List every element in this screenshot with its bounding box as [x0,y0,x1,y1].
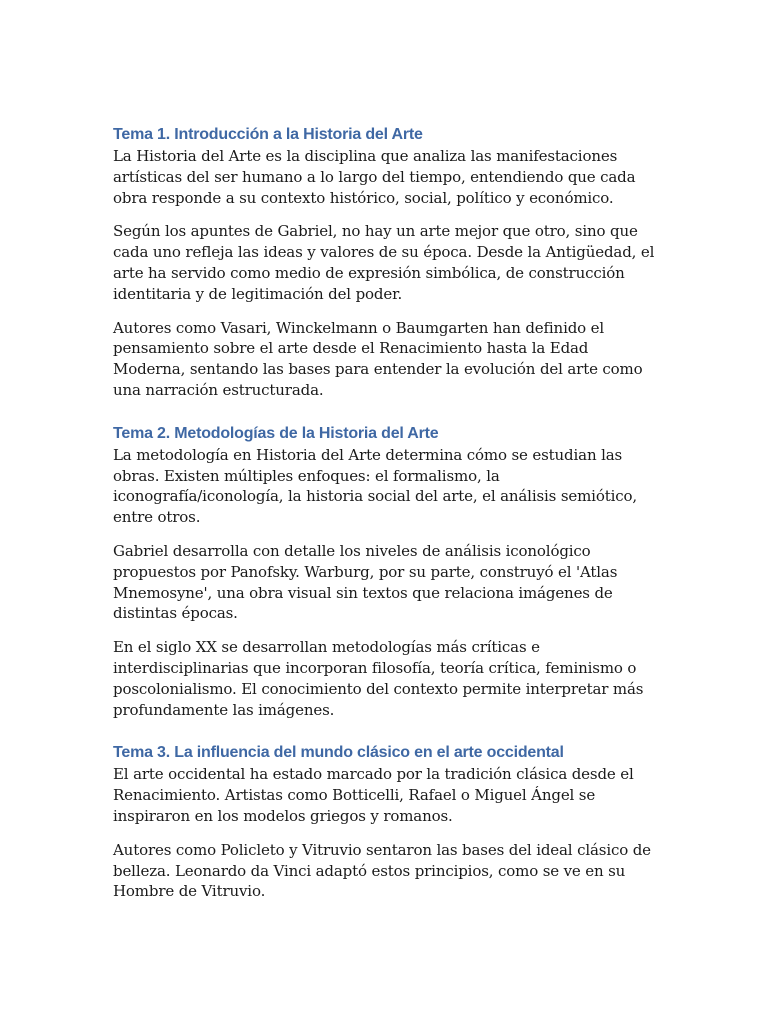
paragraph: En el siglo XX se desarrollan metodologías más críticas e interdisciplinarias que incorporan filosofía, teoría crítica, feminismo o poscolonialismo. El conocimiento del contexto permite interpretar más profundamente las imágenes. [113,638,644,719]
paragraph: Según los apuntes de Gabriel, no hay un arte mejor que otro, sino que cada uno refleja las ideas y valores de su época. Desde la Antigüedad, el arte ha servido como medio de expresión simbólica, de construcción identitaria y de legitimación del poder. [113,222,655,303]
section-tema-2 [113,423,660,721]
paragraph: El arte occidental ha estado marcado por la tradición clásica desde el Renacimiento. Artistas como Botticelli, Rafael o Miguel Ángel se inspiraron en los modelos griegos y romanos. [113,765,634,825]
paragraph: La metodología en Historia del Arte determina cómo se estudian las obras. Existen múltiples enfoques: el formalismo, la iconografía/iconología, la historia social del arte, el análisis semiótico, entre otros. [113,445,637,527]
section-tema-1 [113,124,660,401]
section-heading: Tema 2. Metodologías de la Historia del Arte [113,424,439,442]
paragraph: Autores como Policleto y Vitruvio sentaron las bases del ideal clásico de belleza. Leonardo da Vinci adaptó estos principios, como se ve en su Hombre de Vitruvio. [113,840,651,901]
paragraph: La Historia del Arte es la disciplina que analiza las manifestaciones artísticas del ser humano a lo largo del tiempo, entendiendo que cada obra responde a su contexto histórico, social, político y económico. [113,147,636,207]
paragraph: Gabriel desarrolla con detalle los niveles de análisis iconológico propuestos por Panofsky. Warburg, por su parte, construyó el 'Atlas Mnemosyne', una obra visual sin textos que relaciona imágenes de distintas épocas. [113,541,618,623]
section-tema-3 [113,742,660,902]
section-heading: Tema 1. Introducción a la Historia del Arte [113,126,423,143]
paragraph: Autores como Vasari, Winckelmann o Baumgarten han definido el pensamiento sobre el arte desde el Renacimiento hasta la Edad Moderna, sentando las bases para entender la evolución del arte como una narración estructurada. [113,318,643,399]
section-heading: Tema 3. La influencia del mundo clásico en el arte occidental [113,744,564,762]
